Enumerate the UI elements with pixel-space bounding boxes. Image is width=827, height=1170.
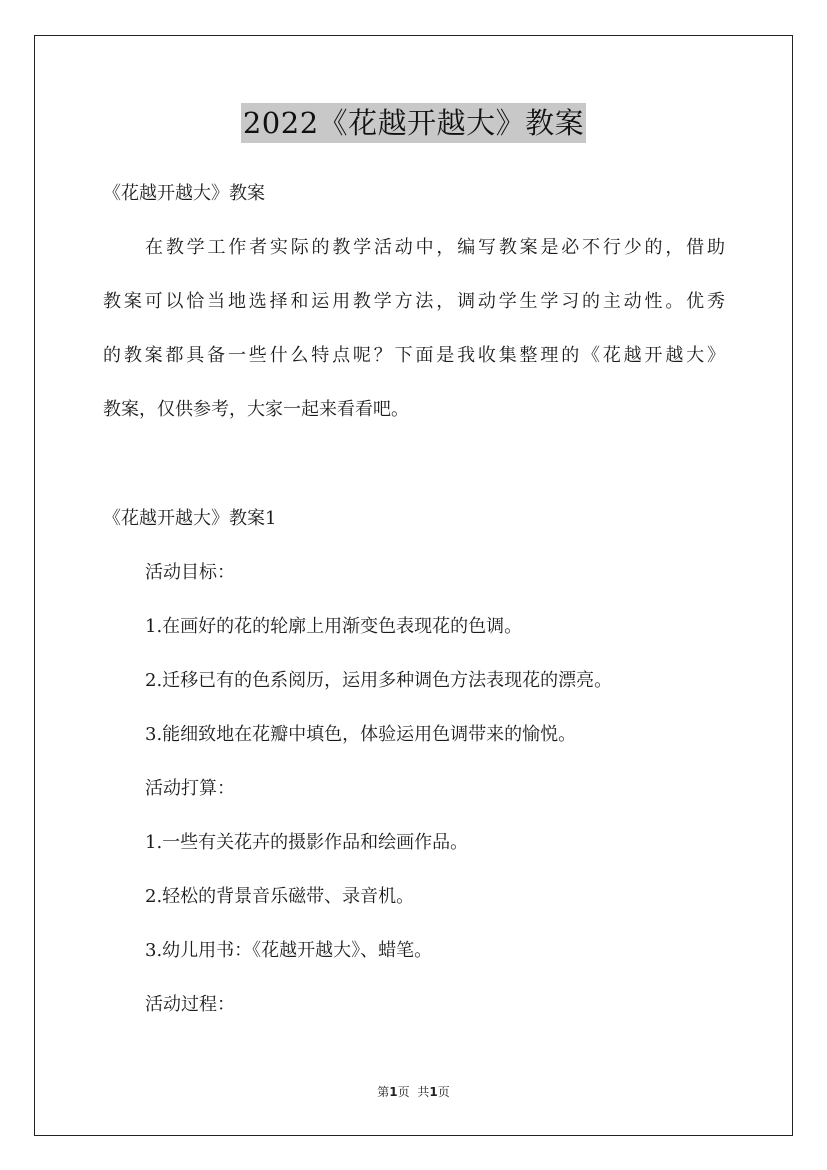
intro-paragraph-line-4: 教案，仅供参考，大家一起来看看吧。	[103, 399, 409, 420]
footer-page-number: 1	[389, 1085, 398, 1099]
intro-paragraph-line-1: 在教学工作者实际的教学活动中，编写教案是必不行少的，借助	[145, 237, 725, 258]
footer-total-prefix: 共	[417, 1085, 430, 1099]
goal-item-3: 3.能细致地在花瓣中填色，体验运用色调带来的愉悦。	[145, 724, 577, 745]
intro-paragraph-line-2: 教案可以恰当地选择和运用教学方法，调动学生学习的主动性。优秀	[103, 291, 725, 312]
intro-paragraph-line-3: 的教案都具备一些什么特点呢？下面是我收集整理的《花越开越大》	[103, 345, 725, 366]
footer-page-prefix: 第	[377, 1085, 390, 1099]
prep-item-1: 1.一些有关花卉的摄影作品和绘画作品。	[145, 832, 469, 853]
footer-total-number: 1	[429, 1085, 438, 1099]
document-title: 2022《花越开越大》教案	[241, 103, 586, 143]
title-container	[0, 103, 827, 143]
section-heading: 《花越开越大》教案1	[103, 508, 277, 529]
goal-item-2: 2.迁移已有的色系阅历，运用多种调色方法表现花的漂亮。	[145, 670, 613, 691]
page-footer	[0, 1083, 827, 1101]
footer-page-suffix: 页	[397, 1085, 410, 1099]
prep-item-3: 3.幼儿用书：《花越开越大》、蜡笔。	[145, 940, 433, 961]
prep-heading: 活动打算：	[145, 778, 235, 799]
intro-heading: 《花越开越大》教案	[103, 183, 265, 204]
goal-item-1: 1.在画好的花的轮廓上用渐变色表现花的色调。	[145, 616, 523, 637]
prep-item-2: 2.轻松的背景音乐磁带、录音机。	[145, 886, 415, 907]
process-heading: 活动过程：	[145, 994, 235, 1015]
goals-heading: 活动目标：	[145, 562, 235, 583]
footer-total-suffix: 页	[437, 1085, 450, 1099]
